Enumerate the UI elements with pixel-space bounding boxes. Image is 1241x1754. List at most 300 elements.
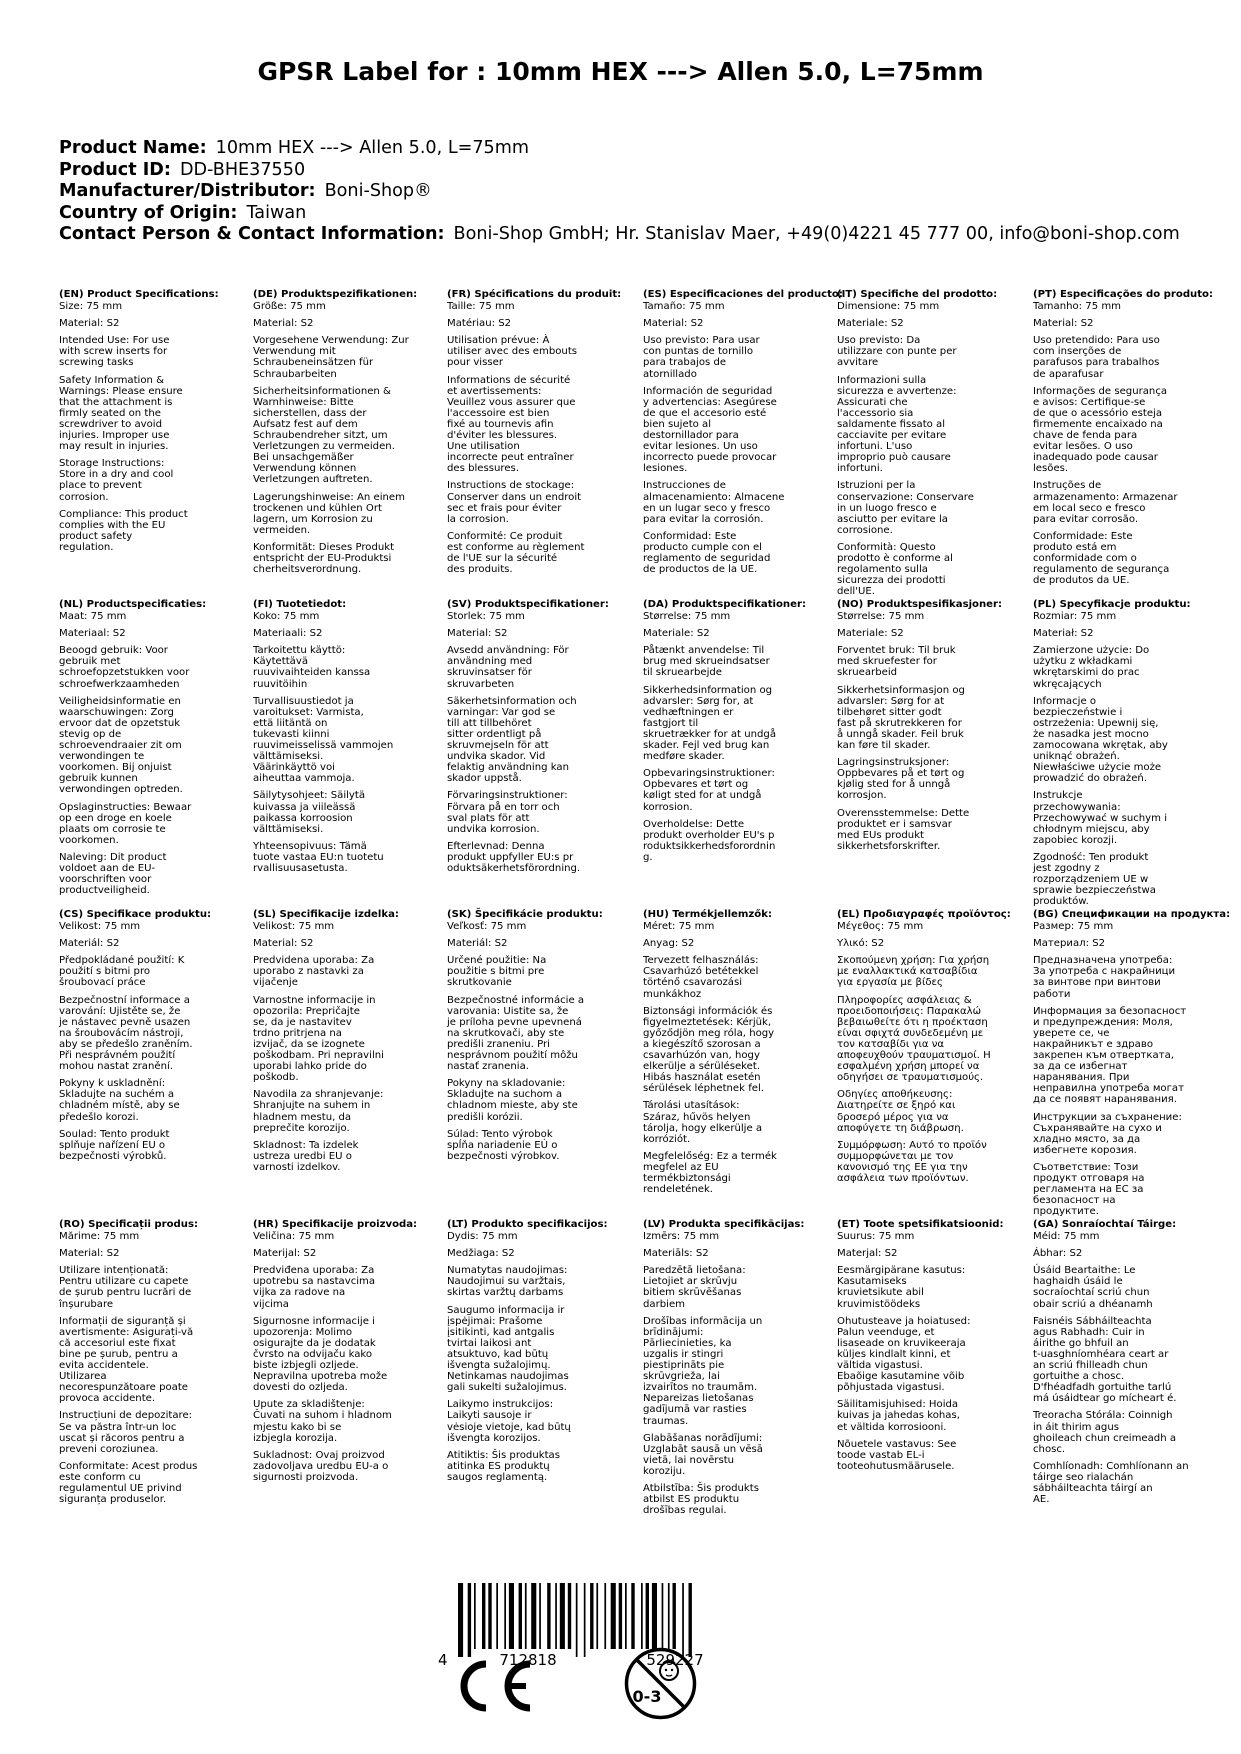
spec-line: an scriú fhilleadh chun — [1033, 1360, 1148, 1372]
spec-paragraph — [1033, 611, 1213, 622]
spec-block — [1033, 1219, 1213, 1505]
barcode-bar — [531, 1583, 536, 1649]
spec-line: drošības regulai. — [643, 1505, 727, 1517]
spec-line: kuivas ja jahedas kohas, — [837, 1410, 960, 1422]
spec-line: ruuvimeisselissä vammojen — [253, 740, 394, 752]
spec-paragraph — [59, 611, 239, 622]
barcode-bar — [560, 1583, 565, 1649]
spec-line: Storage Instructions: — [59, 458, 165, 470]
spec-line: Avsedd användning: För — [447, 645, 569, 657]
spec-line: Uso pretendido: Para uso — [1033, 335, 1160, 347]
spec-paragraph — [643, 1265, 823, 1309]
spec-line: t-uasghníomhéara ceart ar — [1033, 1348, 1169, 1360]
barcode-bar — [547, 1583, 550, 1649]
spec-line: saugos reglamentą. — [447, 1471, 548, 1483]
spec-block-title: (HR) Specifikacije proizvoda: — [253, 1219, 418, 1230]
spec-line: Förvaringsinstruktioner: — [447, 790, 568, 802]
spec-line: sprawie bezpieczeństwa — [1033, 885, 1156, 897]
spec-line: Materiale: S2 — [837, 628, 904, 640]
spec-line: Material: S2 — [59, 318, 120, 330]
spec-paragraph — [447, 921, 627, 932]
spec-line: Предназначена употреба: — [1033, 955, 1173, 967]
spec-line: Påtænkt anvendelse: Til — [643, 645, 765, 657]
spec-line: elkerülje a sérüléseket. — [643, 1061, 761, 1073]
spec-line: em local seco e fresco — [1033, 502, 1146, 514]
spec-paragraph — [1033, 480, 1213, 524]
spec-line: Navodila za shranjevanje: — [253, 1089, 384, 1101]
spec-paragraph — [643, 685, 823, 763]
spec-paragraph — [59, 1078, 239, 1122]
spec-line: roduktsikkerhedsforordnin — [643, 840, 776, 852]
spec-line: Matériau: S2 — [447, 318, 512, 330]
spec-line: Sigurnosne informacije i — [253, 1315, 375, 1327]
spec-paragraph — [837, 1265, 1017, 1309]
spec-line: Veľkosť: 75 mm — [447, 921, 527, 933]
spec-paragraph — [59, 1265, 239, 1309]
spec-line: koroziju. — [643, 1465, 686, 1477]
spec-line: vedhæftningen er — [643, 706, 734, 718]
spec-line: zadovoljava uredbu EU-a o — [253, 1460, 389, 1472]
spec-paragraph — [1033, 1162, 1213, 1217]
spec-paragraph — [643, 938, 823, 949]
spec-line: korróziót. — [643, 1133, 691, 1145]
spec-line: Uso previsto: Da — [837, 335, 921, 347]
spec-line: est conforme au règlement — [447, 541, 585, 553]
spec-line: zapobiec korozji. — [1033, 834, 1118, 846]
spec-line: Säkerhetsinformation och — [447, 695, 577, 707]
spec-paragraph — [837, 685, 1017, 752]
spec-line: Naleving: Dit product — [59, 851, 167, 863]
spec-line: Διατηρείτε σε ξηρό και — [837, 1100, 956, 1112]
spec-block — [253, 1219, 433, 1483]
spec-line: Größe: 75 mm — [253, 301, 326, 313]
spec-line: til skruearbejde — [643, 667, 723, 679]
spec-line: põhjustada vigastusi. — [837, 1382, 945, 1394]
info-key: Contact Person & Contact Information: — [59, 224, 445, 244]
spec-paragraph — [643, 335, 823, 379]
spec-line: uzgalis ir stingri — [643, 1348, 724, 1360]
spec-line: skader. Fejl ved brug kan — [643, 740, 770, 752]
spec-line: paikassa korroosion — [253, 812, 353, 824]
spec-line: jest zgodny z — [1033, 862, 1100, 874]
spec-line: Conserver dans un endroit — [447, 491, 582, 503]
spec-line: bezpečnosti výrobkov. — [447, 1150, 560, 1162]
spec-line: uporabo z nastavki za — [253, 966, 364, 978]
spec-paragraph — [59, 852, 239, 896]
spec-paragraph — [1033, 790, 1213, 845]
spec-line: nesprávnom použití môžu — [447, 1050, 578, 1062]
spec-line: schroevendraaier zit om — [59, 740, 182, 752]
spec-line: Méid: 75 mm — [1033, 1231, 1100, 1243]
spec-line: varování: Ujistěte se, že — [59, 1005, 181, 1017]
spec-block-title: (FI) Tuotetiedot: — [253, 599, 347, 610]
spec-line: Upute za skladištenje: — [253, 1399, 365, 1411]
spec-paragraph — [447, 955, 627, 988]
spec-line: Intended Use: For use — [59, 335, 170, 347]
info-key: Manufacturer/Distributor: — [59, 181, 316, 201]
spec-line: Určené použitie: Na — [447, 955, 547, 967]
spec-line: Biztonsági információk és — [643, 1005, 773, 1017]
info-value: Taiwan — [246, 202, 307, 223]
spec-paragraph — [1033, 645, 1213, 689]
spec-block — [643, 599, 823, 863]
spec-paragraph — [447, 1450, 627, 1483]
spec-line: para evitar la corrosión. — [643, 513, 764, 525]
spec-line: obair scriú a dhéanamh — [1033, 1298, 1153, 1310]
spec-paragraph — [447, 1399, 627, 1443]
spec-line: наранявания. При — [1033, 1072, 1130, 1084]
barcode-bar — [458, 1583, 463, 1657]
spec-line: dell'UE. — [837, 586, 875, 598]
spec-line: darbiem — [643, 1298, 685, 1310]
barcode-bar — [596, 1583, 598, 1649]
spec-line: Ebaõige kasutamine võib — [837, 1371, 965, 1383]
spec-line: produto está em — [1033, 541, 1117, 553]
spec-paragraph — [1033, 531, 1213, 586]
spec-paragraph — [253, 645, 433, 689]
spec-line: Material: S2 — [253, 318, 314, 330]
spec-line: Warnhinweise: Bitte — [253, 396, 354, 408]
spec-line: este conform cu — [59, 1471, 141, 1483]
spec-line: κανονισμό της ΕΕ για την — [837, 1161, 968, 1173]
spec-block-title: (SK) Špecifikácie produktu: — [447, 909, 603, 920]
spec-line: producto cumple con el — [643, 541, 762, 553]
spec-line: Csavarhúzó betétekkel — [643, 966, 759, 978]
spec-line: skruvmejseln för att — [447, 740, 549, 752]
spec-line: y advertencias: Asegúrese — [643, 396, 777, 408]
spec-line: produktów. — [1033, 896, 1089, 908]
spec-line: Tárolási utasítások: — [643, 1100, 740, 1112]
spec-block — [837, 289, 1017, 597]
spec-line: skruearbeid — [837, 667, 898, 679]
spec-paragraph — [837, 1231, 1017, 1242]
spec-line: ervoor dat de opzetstuk — [59, 717, 181, 729]
spec-paragraph — [253, 696, 433, 785]
spec-line: Informații de siguranță și — [59, 1315, 186, 1327]
spec-line: d'éviter les blessures. — [447, 430, 558, 442]
spec-block — [59, 289, 239, 553]
spec-paragraph — [59, 318, 239, 329]
spec-line: předešlo korozi. — [59, 1111, 139, 1123]
spec-line: para evitar corrosão. — [1033, 513, 1139, 525]
spec-paragraph — [59, 955, 239, 988]
spec-line: pour visser — [447, 357, 503, 369]
spec-line: Taille: 75 mm — [447, 301, 515, 313]
spec-line: infortuni. L'uso — [837, 441, 913, 453]
spec-line: išvengta korozijos. — [447, 1432, 541, 1444]
spec-line: entspricht der EU-Produktsi — [253, 552, 392, 564]
spec-paragraph — [643, 480, 823, 524]
spec-paragraph — [447, 480, 627, 524]
spec-line: неправилна употреба могат — [1033, 1083, 1184, 1095]
spec-line: sábháilteachta táirgí an — [1033, 1482, 1153, 1494]
spec-line: Efterlevnad: Denna — [447, 840, 545, 852]
spec-line: Oppbevares på et tørt og — [837, 768, 965, 780]
spec-line: προειδοποιήσεις: Παρακαλώ — [837, 1005, 982, 1017]
spec-line: Conformidad: Este — [643, 530, 737, 542]
spec-line: gali sukelti sužalojimus. — [447, 1382, 567, 1394]
spec-line: avertismente: Asigurați-vă — [59, 1326, 194, 1338]
spec-line: Οδηγίες αποθήκευσης: — [837, 1089, 953, 1101]
spec-line: kruvimistöödeks — [837, 1298, 921, 1310]
spec-line: a kiegészítő szorosan a — [643, 1038, 761, 1050]
spec-line: Store in a dry and cool — [59, 469, 174, 481]
spec-line: Størrelse: 75 mm — [837, 611, 925, 623]
spec-line: figyelmeztetések: Kérjük, — [643, 1016, 772, 1028]
barcode-bar — [625, 1583, 627, 1649]
spec-block — [1033, 909, 1231, 1218]
spec-line: haghaidh úsáid le — [1033, 1276, 1123, 1288]
spec-line: Информация за безопасност — [1033, 1005, 1187, 1017]
spec-line: да се появят наранявания. — [1033, 1094, 1177, 1106]
barcode-bar — [525, 1583, 527, 1649]
info-value: 10mm HEX ---> Allen 5.0, L=75mm — [215, 138, 530, 158]
spec-paragraph — [447, 611, 627, 622]
spec-line: αποφύγετε τη διάβρωση. — [837, 1122, 964, 1134]
spec-line: išvengta sužalojimų. — [447, 1360, 551, 1372]
spec-paragraph — [59, 1461, 239, 1505]
spec-line: győződjön meg róla, hogy — [643, 1027, 775, 1039]
spec-line: des produits. — [447, 564, 513, 576]
spec-block — [643, 289, 843, 576]
spec-paragraph — [1033, 955, 1213, 999]
spec-line: brug med skrueindsatser — [643, 656, 770, 668]
spec-line: Uso previsto: Para usar — [643, 335, 760, 347]
spec-paragraph — [59, 696, 239, 796]
spec-line: tvirtai laikosi ant — [447, 1337, 532, 1349]
barcode-bar — [509, 1583, 514, 1649]
spec-block-title: (PT) Especificações do produto: — [1033, 289, 1214, 300]
spec-paragraph — [59, 628, 239, 639]
spec-line: felaktig användning kan — [447, 762, 569, 774]
spec-line: uporabi lahko pride do — [253, 1061, 367, 1073]
spec-line: за да се избегнат — [1033, 1061, 1128, 1073]
spec-line: Materiał: S2 — [1033, 628, 1094, 640]
spec-line: Размер: 75 mm — [1033, 921, 1114, 933]
spec-line: prowadzić do obrażeń. — [1033, 773, 1148, 785]
spec-paragraph — [837, 1316, 1017, 1394]
spec-line: Instrucciones de — [643, 480, 726, 492]
spec-line: Konformität: Dieses Produkt — [253, 541, 395, 553]
spec-line: gebruik kunnen — [59, 773, 138, 785]
spec-paragraph — [837, 1140, 1017, 1184]
spec-line: fastgjort til — [643, 717, 699, 729]
spec-line: trdno pritrjena na — [253, 1027, 342, 1039]
spec-line: varnosti izdelkov. — [253, 1161, 341, 1173]
spec-paragraph — [643, 628, 823, 639]
spec-line: se, da je nastavitev — [253, 1016, 352, 1028]
spec-line: αποφευχθούν τραυματισμοί. Η — [837, 1050, 991, 1062]
spec-line: bien sujeto al — [643, 418, 712, 430]
spec-line: improprio può causare — [837, 452, 951, 464]
spec-paragraph — [253, 921, 433, 932]
spec-line: Material: S2 — [59, 1248, 120, 1260]
spec-line: sitter ordentligt på — [447, 728, 542, 740]
spec-line: przechowywania: — [1033, 801, 1121, 813]
barcode-bar — [539, 1583, 541, 1649]
spec-paragraph — [643, 1433, 823, 1477]
spec-line: na šroubovácím nástroji, — [59, 1027, 184, 1039]
spec-line: et avertissements: — [447, 385, 542, 397]
spec-line: izvairītos no traumām. — [643, 1382, 758, 1394]
spec-line: Zamierzone użycie: Do — [1033, 645, 1150, 657]
spec-line: избегнете корозия. — [1033, 1144, 1137, 1156]
info-row — [59, 181, 1180, 203]
spec-paragraph — [1033, 318, 1213, 329]
spec-paragraph — [447, 628, 627, 639]
spec-paragraph — [1033, 628, 1213, 639]
spec-line: dovesti do ozljeda. — [253, 1382, 348, 1394]
spec-line: történő csavarozási — [643, 977, 743, 989]
spec-line: Conformité: Ce produit — [447, 530, 563, 542]
spec-line: vėsioje vietoje, kad būtų — [447, 1421, 571, 1433]
spec-line: la corrosion. — [447, 513, 509, 525]
spec-line: Předpokládané použití: K — [59, 955, 185, 967]
spec-line: preveni coroziunea. — [59, 1443, 159, 1455]
spec-block-title: (DE) Produktspezifikationen: — [253, 289, 418, 300]
spec-line: Käytettävä — [253, 656, 309, 668]
spec-line: Opbevaringsinstruktioner: — [643, 768, 775, 780]
info-row — [59, 224, 1180, 246]
spec-paragraph — [837, 542, 1017, 597]
spec-paragraph — [1033, 1231, 1213, 1242]
spec-line: Zgodność: Ten produkt — [1033, 851, 1149, 863]
spec-block-title: (RO) Specificații produs: — [59, 1219, 199, 1230]
spec-line: Soulad: Tento produkt — [59, 1128, 170, 1140]
spec-paragraph — [253, 841, 433, 874]
spec-line: Materijal: S2 — [253, 1248, 317, 1260]
spec-line: vijačenje — [253, 977, 298, 989]
spec-line: predišli zraneniu. Pri — [447, 1038, 550, 1050]
spec-line: за винтове при винтови — [1033, 977, 1161, 989]
spec-line: Uzglabāt sausā un vēsā — [643, 1443, 763, 1455]
spec-block-title: (PL) Specyfikacje produktu: — [1033, 599, 1191, 610]
spec-line: med skruefester for — [837, 656, 937, 668]
barcode-digit-first: 4 — [438, 1651, 448, 1669]
spec-line: βεβαιωθείτε ότι η προέκταση — [837, 1016, 988, 1028]
spec-line: rozporządzeniem UE w — [1033, 874, 1149, 886]
spec-line: că accesoriul este fixat — [59, 1337, 176, 1349]
spec-paragraph — [59, 458, 239, 502]
spec-block-title: (DA) Produktspecifikationer: — [643, 599, 806, 610]
spec-line: lagern, um Korrosion zu — [253, 513, 373, 525]
spec-line: Material: S2 — [1033, 318, 1094, 330]
spec-line: evita accidentele. — [59, 1360, 149, 1372]
spec-line: Conformidade: Este — [1033, 530, 1133, 542]
spec-line: Niewłaściwe użycie może — [1033, 762, 1162, 774]
spec-line: Lagringsinstruksjoner: — [837, 757, 950, 769]
barcode-bar — [519, 1583, 522, 1649]
spec-line: δροσερό μέρος για να — [837, 1111, 949, 1123]
spec-line: almacenamiento: Almacene — [643, 491, 785, 503]
spec-paragraph — [643, 1248, 823, 1259]
spec-block-title: (ET) Toote spetsifikatsioonid: — [837, 1219, 1004, 1230]
spec-line: Naudojimui su varžtais, — [447, 1276, 566, 1288]
spec-line: Yhteensopivuus: Tämä — [253, 840, 367, 852]
spec-line: izbjegla korozija. — [253, 1432, 338, 1444]
spec-line: wkręcających — [1033, 678, 1102, 690]
barcode-bar — [496, 1583, 498, 1649]
spec-line: ruuvitöihin — [253, 678, 308, 690]
barcode-bar — [631, 1583, 634, 1649]
spec-line: et vältida korrosiooni. — [837, 1421, 947, 1433]
spec-line: voorkomen. — [59, 834, 119, 846]
spec-paragraph — [837, 1399, 1017, 1432]
spec-line: είναι σφιχτά συνδεδεμένη με — [837, 1027, 984, 1039]
spec-paragraph — [1033, 1265, 1213, 1309]
spec-line: Skladujte na suchém a — [59, 1089, 175, 1101]
spec-line: hladnem mestu, da — [253, 1111, 352, 1123]
spec-paragraph — [837, 375, 1017, 475]
spec-line: uniknąć obrażeń. — [1033, 751, 1120, 763]
spec-line: Tamaño: 75 mm — [643, 301, 725, 313]
spec-paragraph — [447, 995, 627, 1073]
spec-line: conservazione: Conservare — [837, 491, 974, 503]
spec-line: chłodnym miejscu, aby — [1033, 823, 1150, 835]
spec-line: sicherstellen, dass der — [253, 407, 367, 419]
spec-line: Materiaal: S2 — [59, 628, 126, 640]
spec-line: Ohutusteave ja hoiatused: — [837, 1315, 971, 1327]
spec-line: firmly seated on the — [59, 407, 161, 419]
spec-line: Beoogd gebruik: Voor — [59, 645, 168, 657]
spec-line: undvika skador. Vid — [447, 751, 546, 763]
spec-paragraph — [837, 1248, 1017, 1259]
spec-line: vietā, lai novērstu — [643, 1454, 735, 1466]
spec-line: Skladujte na suchom a — [447, 1089, 563, 1101]
spec-line: e avisos: Certifique-se — [1033, 396, 1146, 408]
spec-line: voldoet aan de EU- — [59, 862, 156, 874]
spec-line: användning med — [447, 656, 533, 668]
spec-line: vijcima — [253, 1298, 289, 1310]
spec-paragraph — [643, 955, 823, 999]
spec-line: Dimensione: 75 mm — [837, 301, 940, 313]
spec-paragraph — [643, 645, 823, 678]
spec-line: Sikkerhetsinformasjon og — [837, 684, 965, 696]
info-row — [59, 203, 1180, 225]
spec-paragraph — [837, 335, 1017, 368]
spec-line: Drošības informācija un — [643, 1315, 763, 1327]
spec-paragraph — [643, 386, 823, 475]
spec-line: Schraubarbeiten — [253, 368, 337, 380]
spec-line: avvitare — [837, 357, 879, 369]
spec-line: Materjal: S2 — [837, 1248, 898, 1260]
spec-paragraph — [837, 318, 1017, 329]
spec-line: chave de fenda para — [1033, 430, 1138, 442]
spec-line: sec et frais pour éviter — [447, 502, 562, 514]
spec-line: termékbiztonsági — [643, 1172, 731, 1184]
spec-line: plaats om corrosie te — [59, 823, 166, 835]
barcode-bar — [641, 1583, 643, 1649]
spec-line: asciutto per evitare la — [837, 513, 948, 525]
spec-paragraph — [253, 1140, 433, 1173]
spec-line: advarsler: Sørg for, at — [643, 695, 754, 707]
spec-line: Dydis: 75 mm — [447, 1231, 518, 1243]
spec-line: regulamento de segurança — [1033, 564, 1170, 576]
spec-line: Medžiaga: S2 — [447, 1248, 515, 1260]
spec-line: Vorgesehene Verwendung: Zur — [253, 335, 409, 347]
spec-paragraph — [643, 611, 823, 622]
spec-paragraph — [253, 1450, 433, 1483]
barcode-bar — [604, 1583, 606, 1649]
spec-block-title: (SV) Produktspecifikationer: — [447, 599, 609, 610]
spec-line: Bezpečnostní informace a — [59, 994, 190, 1006]
spec-line: parafusos para trabalhos — [1033, 357, 1160, 369]
spec-paragraph — [59, 375, 239, 453]
spec-line: gortuithe a chosc. — [1033, 1371, 1125, 1383]
spec-paragraph — [837, 628, 1017, 639]
spec-line: välttämiseksi. — [253, 751, 324, 763]
spec-paragraph — [447, 335, 627, 368]
